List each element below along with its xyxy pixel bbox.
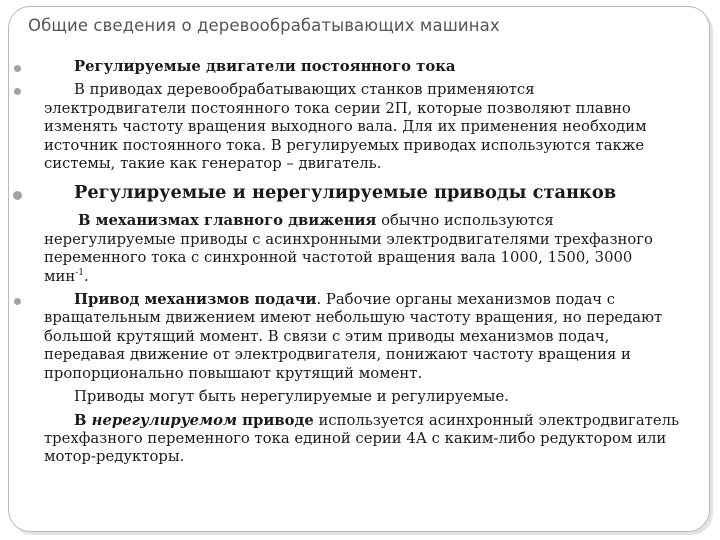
slide-content [44,58,680,467]
bullet-icon [14,298,21,305]
bullet-heading-drives: Регулируемые и нерегулируемые приводы станков [44,182,680,204]
paragraph-text: электродвигатели постоянного тока серии 2П, которые позволяют плавно изменять частоту вращения выходного вала. Для их применения необходим источник постоянного тока. В регулируемых приводах используются также системы, такие как генератор – двигатель. [44,99,647,173]
paragraph-main-motion: В механизмах главного движения обычно используются нерегулируемые приводы с асинхронными электродвигателями трехфазного переменного тока с синхронной частотой вращения вала 1000, 1500, 3000 мин$^{-1}$. [44,212,653,285]
paragraph-dc-drives: В приводах деревообрабатывающих станков применяются электродвигатели постоянного тока серии 2П, которые позволяют плавно изменять частоту вращения выходного вала. Для их применения необходим источник постоянного тока. В регулируемых приводах используются также системы, такие как генератор – двигатель. [44,81,680,173]
paragraph-feed-drive: Привод механизмов подачи. Рабочие органы механизмов подач с вращательным движением имеют небольшую частоту вращения, но передают большой крутящий момент. В связи с этим приводы механизмов подач, передавая движение от электродвигателя, понижают частоту вращения и пропорционально повышают крутящий момент. [44,291,680,383]
paragraph-drive-types: Приводы могут быть нерегулируемые и регулируемые. [74,388,509,406]
bullet-heading-dc-motors: Регулируемые двигатели постоянного тока [44,58,680,76]
bullet-icon [14,65,21,72]
slide-title: Общие сведения о деревообрабатывающих машинах [28,16,500,35]
paragraph-unregulated-drive: В нерегулируемом приводе используется асинхронный электродвигатель трехфазного переменного тока единой серии 4А с каким-либо редуктором или мотор-редукторы. [44,411,680,466]
